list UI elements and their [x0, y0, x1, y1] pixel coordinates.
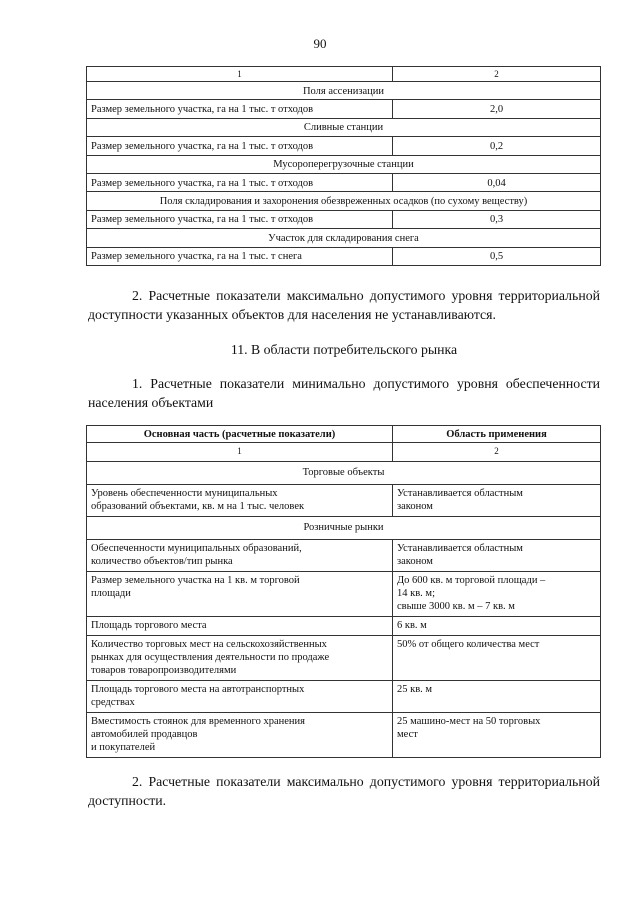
cell-line: 6 кв. м — [397, 620, 427, 631]
table-header-row — [87, 67, 601, 82]
cell-line: Площадь торгового места — [91, 620, 207, 631]
cell-line: Размер земельного участка на 1 кв. м торговой — [91, 575, 300, 586]
indicator-cell — [87, 713, 393, 758]
row-label: Размер земельного участка, га на 1 тыс. т отходов — [87, 173, 393, 191]
cell-line: Количество торговых мест на сельскохозяйственных — [91, 639, 327, 650]
table-consumer-market — [86, 425, 601, 758]
indicator-cell — [87, 681, 393, 713]
table-number-row — [87, 443, 601, 462]
table-row — [87, 82, 601, 100]
table-row — [87, 462, 601, 485]
table-row — [87, 636, 601, 681]
scope-cell — [393, 485, 601, 517]
cell-line: Уровень обеспеченности муниципальных — [91, 488, 278, 499]
cell-line: До 600 кв. м торговой площади – — [397, 575, 546, 586]
cell-line: 50% от общего количества мест — [397, 639, 540, 650]
cell-line: товаров товаропроизводителями — [91, 665, 237, 676]
table-row — [87, 173, 601, 191]
indicator-cell — [87, 572, 393, 617]
cell-line: мест — [397, 729, 418, 740]
cell-line: рынках для осуществления деятельности по продаже — [91, 652, 330, 663]
indicator-cell — [87, 485, 393, 517]
paragraph-territorial-accessibility-2: 2. Расчетные показатели максимально допустимого уровня территориальной доступности. — [88, 774, 600, 808]
section-title: Торговые объекты — [87, 462, 601, 485]
section-title: Мусороперегрузочные станции — [87, 155, 601, 173]
cell-line: и покупателей — [91, 742, 156, 753]
cell-line: законом — [397, 556, 433, 567]
column-number: 1 — [87, 443, 393, 462]
scope-cell — [393, 572, 601, 617]
cell-line: 14 кв. м; — [397, 588, 435, 599]
table-header-row — [87, 426, 601, 443]
column-header: Область применения — [393, 426, 601, 443]
scope-cell — [393, 636, 601, 681]
paragraph-territorial-accessibility-1: 2. Расчетные показатели максимально допустимого уровня территориальной доступности указанных объектов для населения не устанавливаются. — [88, 288, 600, 322]
table-row — [87, 210, 601, 228]
cell-line: свыше 3000 кв. м – 7 кв. м — [397, 601, 515, 612]
indicator-cell — [87, 617, 393, 636]
indicator-cell — [87, 636, 393, 681]
row-value: 0,3 — [393, 210, 601, 228]
table-row — [87, 100, 601, 118]
table-row — [87, 572, 601, 617]
row-label: Размер земельного участка, га на 1 тыс. т отходов — [87, 137, 393, 155]
section-title: Сливные станции — [87, 118, 601, 136]
indicator-cell — [87, 540, 393, 572]
scope-cell — [393, 617, 601, 636]
cell-line: Устанавливается областным — [397, 488, 523, 499]
cell-line: Площадь торгового места на автотранспортных — [91, 684, 305, 695]
cell-line: Устанавливается областным — [397, 543, 523, 554]
section-title: Розничные рынки — [87, 517, 601, 540]
cell-line: законом — [397, 501, 433, 512]
section-title: Поля ассенизации — [87, 82, 601, 100]
table-row — [87, 118, 601, 136]
table-row — [87, 713, 601, 758]
row-label: Размер земельного участка, га на 1 тыс. т отходов — [87, 100, 393, 118]
row-value: 0,04 — [393, 173, 601, 191]
cell-line: образований объектами, кв. м на 1 тыс. человек — [91, 501, 305, 512]
cell-line: Обеспеченности муниципальных образований, — [91, 543, 302, 554]
table-land-areas — [86, 66, 601, 266]
cell-line: средствах — [91, 697, 135, 708]
row-label: Размер земельного участка, га на 1 тыс. т отходов — [87, 210, 393, 228]
column-number: 2 — [393, 443, 601, 462]
column-header: Основная часть (расчетные показатели) — [87, 426, 393, 443]
section-title: Поля складирования и захоронения обезвреженных осадков (по сухому веществу) — [87, 192, 601, 210]
table-row — [87, 137, 601, 155]
table-row — [87, 540, 601, 572]
scope-cell — [393, 540, 601, 572]
scope-cell — [393, 713, 601, 758]
table-row — [87, 229, 601, 247]
table-row — [87, 192, 601, 210]
column-number: 2 — [393, 67, 601, 82]
table-row — [87, 155, 601, 173]
cell-line: площади — [91, 588, 131, 599]
row-value: 0,2 — [393, 137, 601, 155]
table-row — [87, 485, 601, 517]
row-value: 0,5 — [393, 247, 601, 265]
paragraph-minimum-provision: 1. Расчетные показатели минимально допустимого уровня обеспеченности населения объектами — [88, 376, 600, 410]
row-value: 2,0 — [393, 100, 601, 118]
table-row — [87, 247, 601, 265]
section-title: Участок для складирования снега — [87, 229, 601, 247]
cell-line: 25 кв. м — [397, 684, 433, 695]
table-row — [87, 617, 601, 636]
cell-line: Вместимость стоянок для временного хранения — [91, 716, 305, 727]
section-heading-consumer-market: 11. В области потребительского рынка — [230, 342, 458, 357]
page-number: 90 — [313, 36, 327, 51]
row-label: Размер земельного участка, га на 1 тыс. т снега — [87, 247, 393, 265]
column-number: 1 — [87, 67, 393, 82]
cell-line: количество объектов/тип рынка — [91, 556, 233, 567]
table-row — [87, 681, 601, 713]
scope-cell — [393, 681, 601, 713]
cell-line: 25 машино-мест на 50 торговых — [397, 716, 541, 727]
table-row — [87, 517, 601, 540]
cell-line: автомобилей продавцов — [91, 729, 198, 740]
